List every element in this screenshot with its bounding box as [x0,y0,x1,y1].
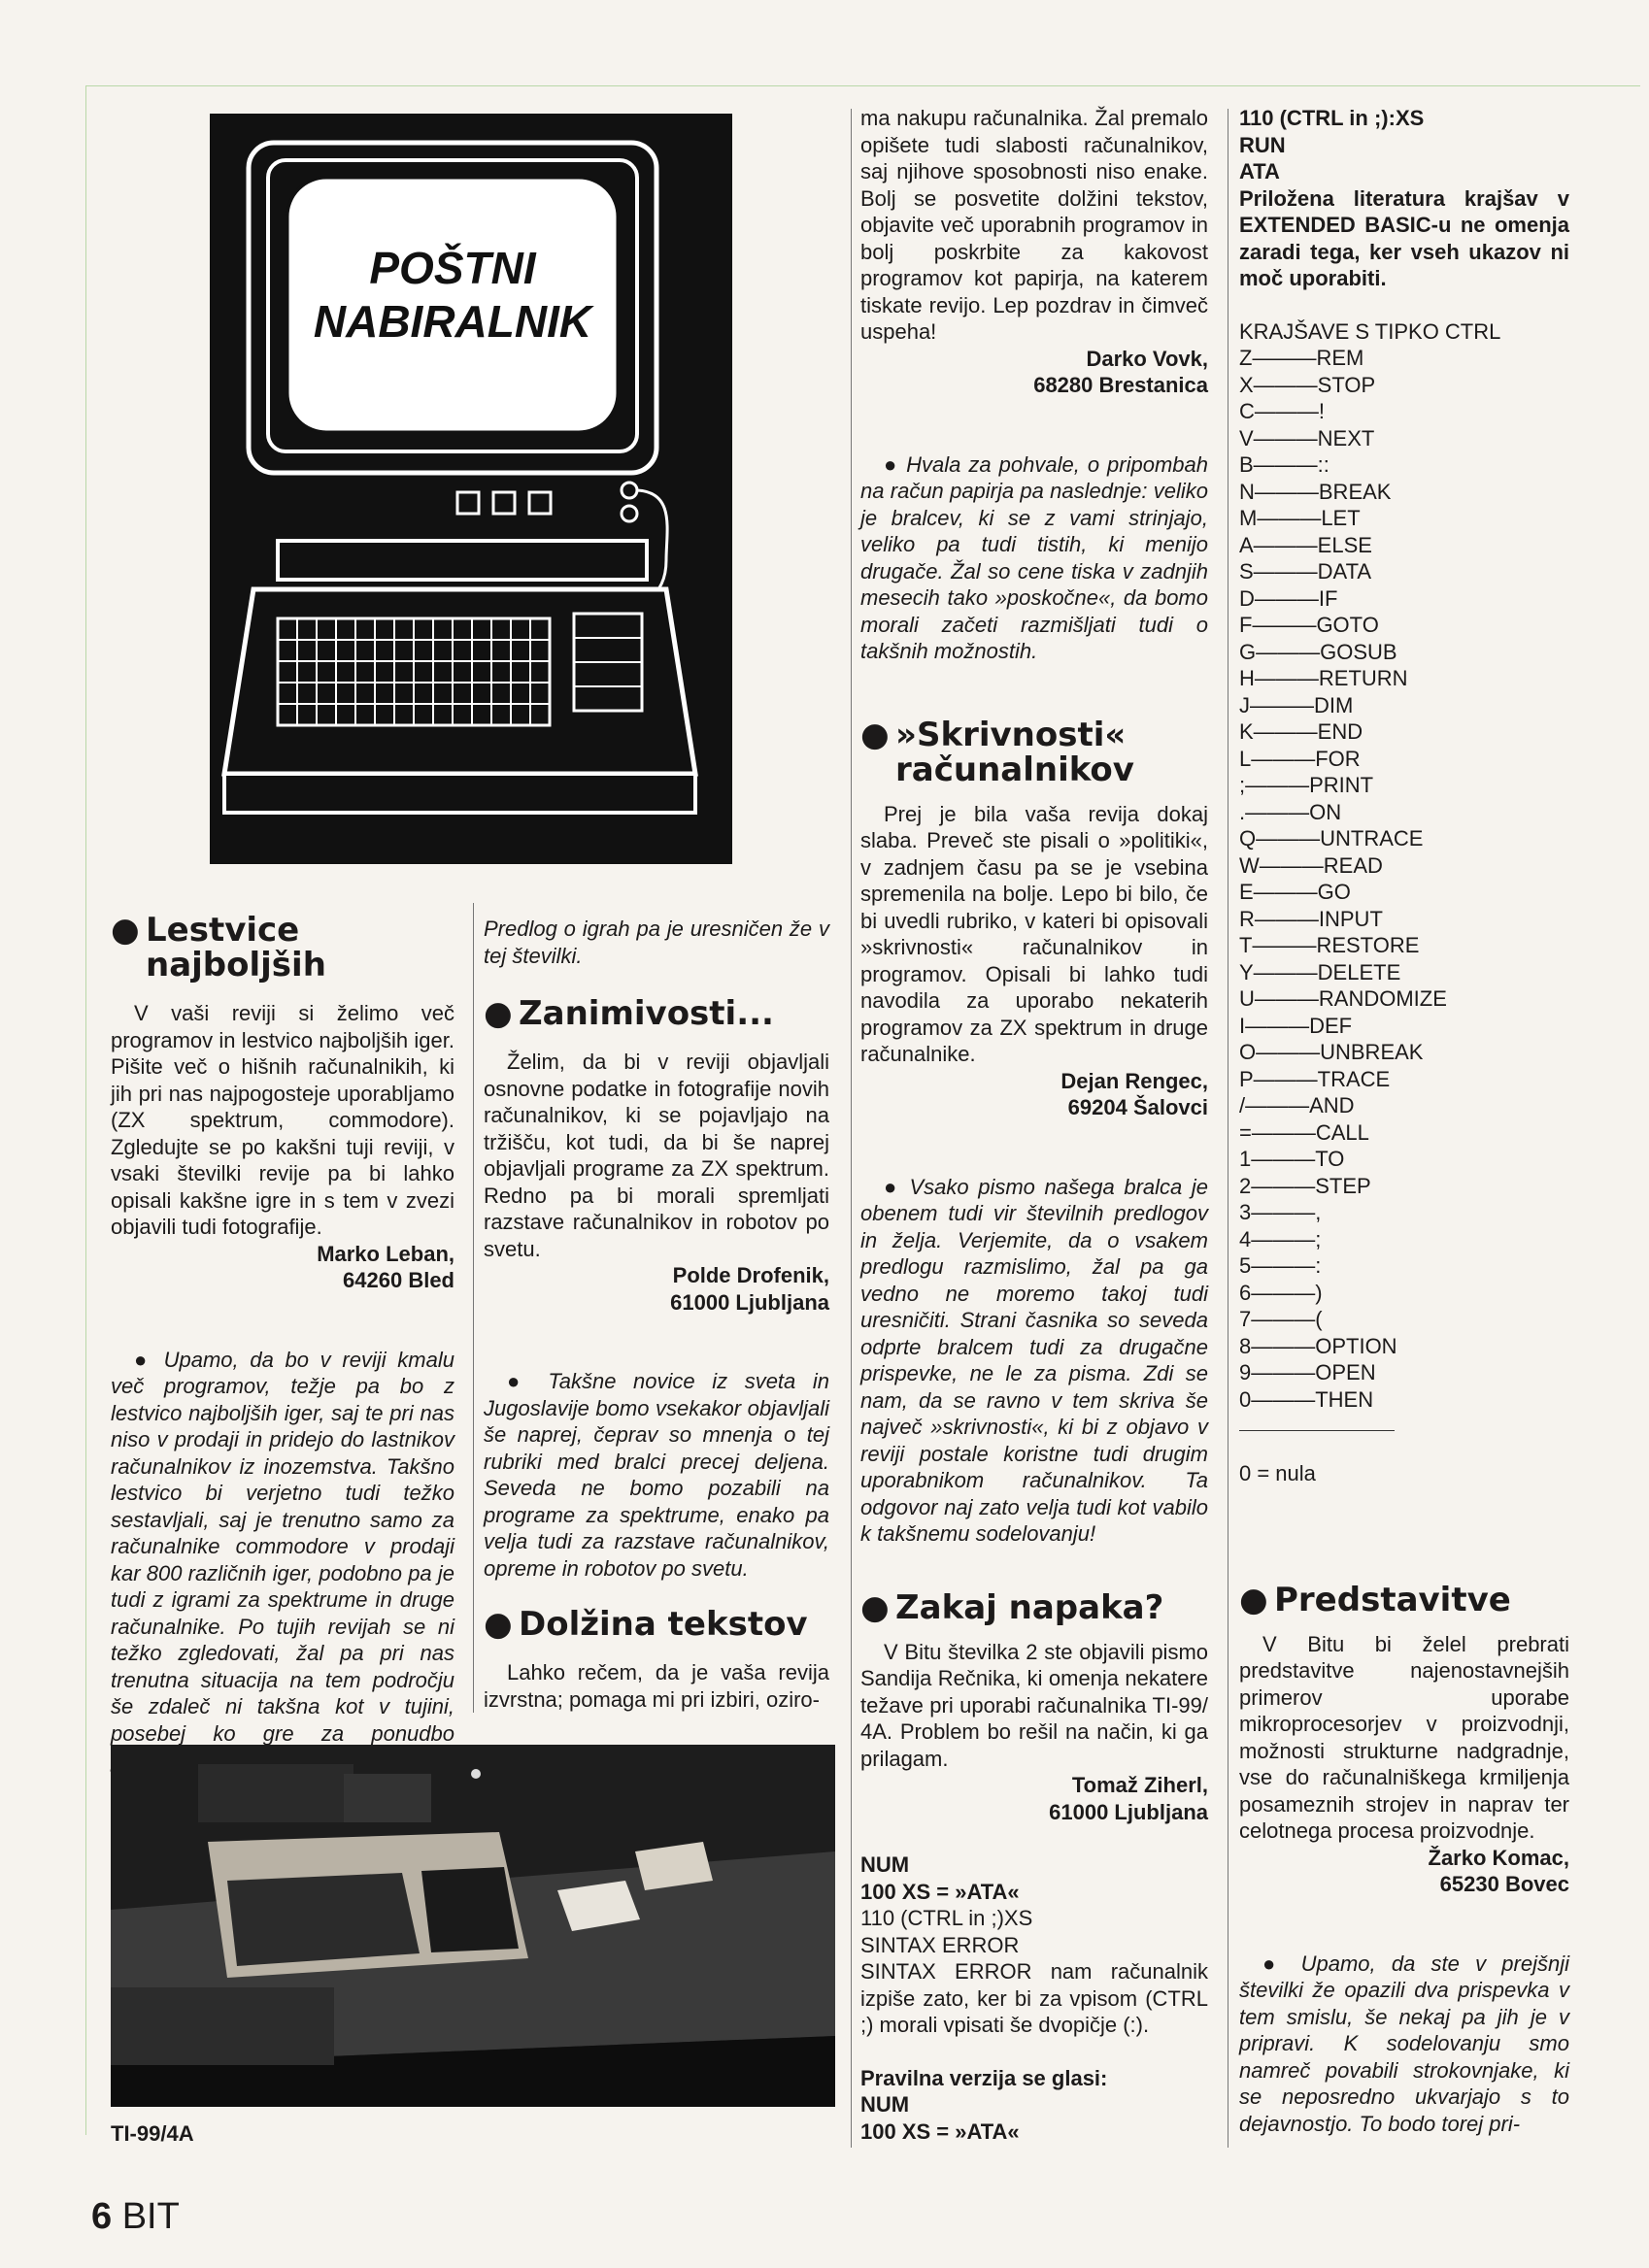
divider [1239,1430,1395,1431]
ctrl-shortcut-item: 3———, [1239,1200,1322,1224]
column-3 [860,105,1208,2145]
ctrl-shortcut-item: X———STOP [1239,372,1376,397]
ctrl-shortcut-item: S———DATA [1239,559,1372,584]
reply-dolzina: ● Hvala za pohvale, o pripombah na račun papirja pa naslednje: veliko je bralcev, ki se z vami strinjajo, veliko pa tudi tistih, ki menijo drugače. Žal so cene tiska v zadnjih mesecih tako »poskočne«, da bomo morali začeti razmišljati tudi o takšnih možnostih. [860,451,1208,663]
heading-skrivnosti: ● »Skrivnosti« računalnikov [860,715,1134,789]
signature-komac: Žarko Komac, 65230 Bovec [1428,1845,1569,1896]
letter-dolzina-start: Lahko rečem, da je vaša revija izvrstna; pomaga mi pri izbiri, oziro- [484,1660,829,1712]
column-4 [1239,105,1569,2137]
reply-lestvice: ● Upamo, da bo v reviji kmalu več programov, težje pa bo z lestvico najboljših iger, saj te pri nas niso v prodaji in pridejo do lastnikov računalnikov iz inozemstva. Takšno lestvico bi verjetno tudi težko sestavljali, saj je trenutno samo za računalnike commodore v prodaji kar 800 različnih iger, podobno pa je tudi z igrami za spektrume in druge računalnike. Po tujih revijah se ni težko zgledovati, žal pa pri nas trenutna situacija na tem področju še zdaleč ni takšna kot v tujini, posebej ko gre za ponudbo [111,1347,454,1746]
letter-skrivnosti: Prej je bila vaša revija dokaj slaba. Preveč ste pisali o »politiki«, v zadnjem času pa se je vsebina spremenila na bolje. Lepo bi bilo, če bi uvedli rubriko, v kateri bi opisovali »skrivnosti« računalnikov in programov. Opisali bi lahko tudi navodila za uporabo nekaterih programov za ZX spektrum in druge računalnike. [860,801,1208,1066]
ctrl-shortcut-item: /———AND [1239,1093,1355,1117]
ctrl-shortcut-item: Y———DELETE [1239,959,1401,984]
ctrl-shortcut-item: 7———( [1239,1307,1323,1331]
letter-zakaj: V Bitu številka 2 ste objavili pismo Sandija Rečnika, ki omenja nekatere težave pri uporabi računalnika TI-99/ 4A. Problem bo rešil na način, ki ga prilagam. [860,1639,1208,1771]
ctrl-shortcut-item: D———IF [1239,585,1338,611]
letter-lestvice: V vaši reviji si želimo več programov in lestvico najboljših iger. Pišite več o hišnih računalnikih, ki jih pri nas najpogosteje uporabljamo (ZX spektrum, commodore). Zgledujte se po kakšni tuji reviji, v vsaki številki revije pa bi lahko opisali kakšne igre in s tem v zvezi objavili tudi fotografije. [111,1001,454,1239]
letter-zanimivosti: Želim, da bi v reviji objavljali osnovne podatke in fotografije novih računalnikov, ki se pojavljajo na tržišču, kot tudi, da bi še naprej objavljali programe za ZX spektrum. Redno pa bi morali spremljati razstave računalnikov in robotov po svetu. [484,1050,829,1261]
ctrl-shortcut-item: A———ELSE [1239,532,1372,557]
ctrl-shortcut-item: J———DIM [1239,692,1354,717]
ctrl-shortcut-item: 1———TO [1239,1147,1345,1171]
ctrl-shortcut-item: Z———REM [1239,346,1364,370]
signature-drofenik: Polde Drofenik, 61000 Ljubljana [670,1263,829,1315]
ctrl-shortcut-item: C———! [1239,399,1325,423]
illustration-title-2: NABIRALNIK [313,296,592,347]
ctrl-shortcut-item: 0———THEN [1239,1386,1374,1412]
ctrl-shortcut-item: T———RESTORE [1239,933,1420,957]
ctrl-shortcut-item: .———ON [1239,799,1342,824]
reply-skrivnosti: ● Vsako pismo našega bralca je obenem tudi vir številnih predlogov in želja. Verjemite, da o vsakem predlogu razmislimo, žal pa ga vedno ne moremo takoj tudi uresničiti. Strani časnika so seveda odprte bralcem tudi za drugačne prispevke, ne le za pisma. Zdi se nam, da se ravno v tem skriva še največ »skrivnosti«, ki bi z objavo v reviji postale koristne tudi drugim uporabnikom računalnikov. Ta odgovor naj zato velja tudi kot vabilo k takšnemu sodelovanju! [860,1174,1208,1546]
heading-zanimivosti: ● Zanimivosti... [484,994,774,1033]
code-block-1: NUM 100 XS = »ATA« 110 (CTRL in ;)XS SINTAX ERROR SINTAX ERROR nam računalnik izpiše zato, ker bi za vpisom (CTRL ;) morali vpisati še dvopičje (:). [860,1852,1208,2037]
ctrl-shortcut-item: P———TRACE [1239,1066,1391,1091]
computer-tv-icon [210,114,732,864]
signature-vovk: Darko Vovk, 68280 Brestanica [1033,346,1208,397]
ctrl-shortcut-item: 5———: [1239,1253,1322,1278]
illustration-title-1: POŠTNI [369,243,536,293]
ctrl-shortcut-item: L———FOR [1239,746,1361,771]
ctrl-shortcut-item: 9———OPEN [1239,1360,1376,1384]
ctrl-shortcut-item: U———RANDOMIZE [1239,986,1447,1011]
heading-zakaj: ● Zakaj napaka? [860,1587,1164,1627]
heading-predstavitve: ● Predstavitve [1239,1580,1511,1619]
ctrl-shortcut-item: I———DEF [1239,1013,1353,1038]
ctrl-shortcut-item: H———RETURN [1239,666,1408,690]
letter-predstavitve: V Bitu bi želel prebrati predstavitve najenostavnejših primerov uporabe mikroprocesorjev v proizvodnji, možnosti strukturne nadgradnje, vse do računalniškega krmiljenja posameznih strojev in naprav ter celotnega procesa proizvodnje. [1239,1631,1569,1843]
heading-dolzina: ● Dolžina tekstov [484,1605,808,1644]
ctrl-shortcut-item: O———UNBREAK [1239,1040,1424,1064]
ctrl-shortcut-item: E———GO [1239,880,1351,904]
ctrl-shortcut-item: 4———; [1239,1226,1322,1251]
ctrl-shortcut-item: N———BREAK [1239,479,1392,504]
ctrl-shortcut-item: M———LET [1239,506,1361,530]
reply-zanimivosti: ● Takšne novice iz sveta in Jugoslavije bomo vsekakor objavljali še naprej, čeprav so mnenja o tej rubriki med bralci precej deljena. Seveda ne bomo pozabili na programe za spektrume, enako pa velja tudi za razstave računalnikov, opreme in robotov po svetu. [484,1369,829,1581]
column-1 [111,913,454,1774]
heading-lestvice: ● Lestvice najboljših [111,911,326,984]
ctrl-shortcut-list [1239,345,1569,1413]
ctrl-shortcut-item: B———:: [1239,452,1329,477]
column-rule [851,109,852,2148]
mailbox-illustration [210,114,732,864]
column-2 [484,916,829,1713]
reply-predstavitve: ● Upamo, da ste v prejšnji številki že opazili dva prispevka v tem smislu, še nekaj pa jih je v pripravi. K sodelovanju smo namreč povabili strokovnjake, ki se neposredno ukvarjajo s to dejavnostjo. To bodo torej pri- [1239,1951,1570,2136]
ctrl-shortcut-item: 6———) [1239,1280,1323,1305]
column-rule [473,903,474,1713]
ctrl-shortcut-item: V———NEXT [1239,425,1375,450]
ctrl-shortcut-item: W———READ [1239,852,1383,878]
ctrl-title: KRAJŠAVE S TIPKO CTRL [1239,318,1501,344]
ctrl-shortcut-item: ;———PRINT [1239,773,1374,797]
ti99-photo [111,1745,835,2107]
magazine-name: BIT [121,2196,180,2237]
letter-dolzina-cont: ma nakupu računalnika. Žal premalo opišete tudi slabosti računalnikov, saj njihove sposobnosti niso enake. Bolj se posvetite dolžini tekstov, objavite več uporabnih programov in bolj poskrbite za kakovost programov kot papirja, na katerem tiskate revijo. Lep pozdrav in čimveč uspeha! [860,106,1208,344]
computer-photo-icon [111,1745,835,2107]
ctrl-shortcut-item: Q———UNTRACE [1239,826,1424,850]
code-block-2: Pravilna verzija se glasi: NUM 100 XS = »ATA« [860,2065,1108,2144]
ctrl-shortcut-item: =———CALL [1239,1119,1369,1145]
page-footer [91,2196,180,2238]
reply-tail: Predlog o igrah pa je uresničen že v tej številki. [484,917,829,968]
code-block-3: 110 (CTRL in ;):XS RUN ATA Priložena literatura krajšav v EXTENDED BASIC-u ne omenja zaradi tega, ker vseh ukazov ni moč uporabiti. [1239,106,1569,290]
page-number: 6 [91,2196,113,2237]
photo-caption: TI-99/4A [111,2121,194,2146]
ctrl-shortcut-item: G———GOSUB [1239,639,1397,664]
zero-note: 0 = nula [1239,1461,1316,1485]
ctrl-shortcut-item: F———GOTO [1239,613,1379,637]
signature-leban: Marko Leban, 64260 Bled [317,1241,454,1292]
signature-ziherl: Tomaž Ziherl, 61000 Ljubljana [1049,1773,1208,1824]
ctrl-shortcut-item: 2———STEP [1239,1173,1371,1198]
ctrl-shortcut-item: 8———OPTION [1239,1333,1397,1358]
ctrl-shortcut-item: K———END [1239,719,1363,744]
ctrl-shortcut-item: R———INPUT [1239,906,1383,931]
signature-rengec: Dejan Rengec, 69204 Šalovci [1060,1068,1208,1119]
